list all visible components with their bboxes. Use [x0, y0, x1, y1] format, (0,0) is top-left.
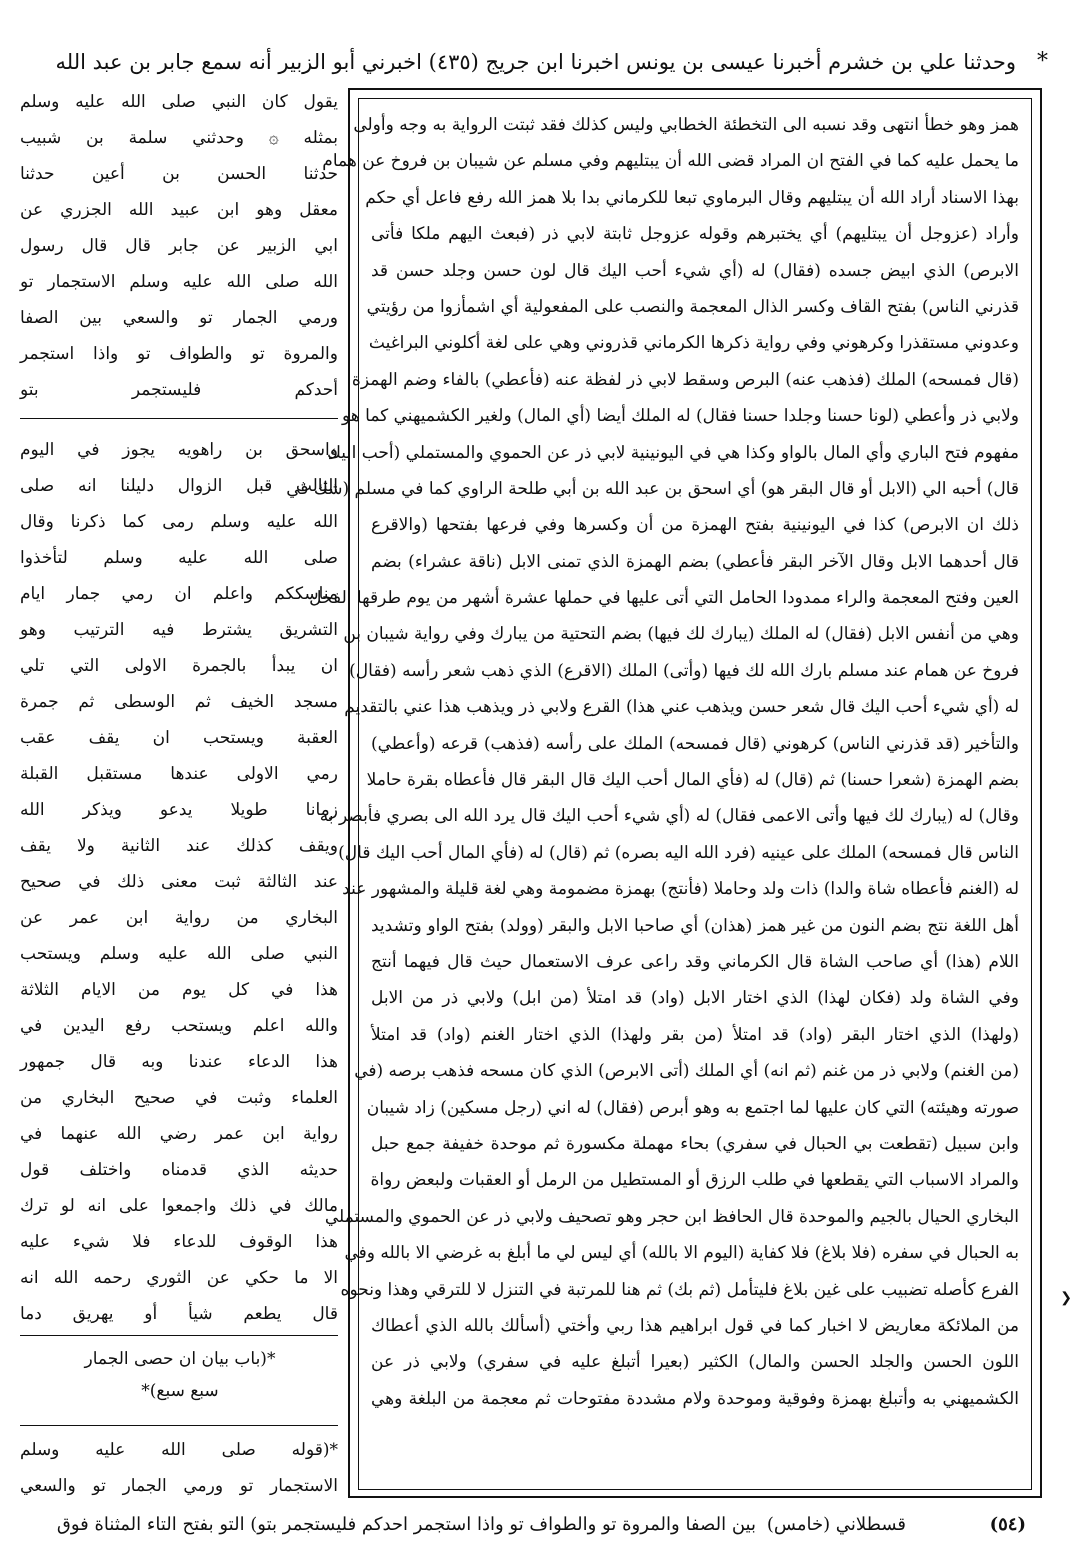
text-line: وهي من أنفس الابل (فقال) له الملك (يبارك لك فيها) بضم التحتية من يبارك وفي رواية شيبان بن [343, 624, 1019, 645]
side-line: الله عليه وسلم رمى كما ذكرنا وقال [20, 512, 338, 532]
text-line: العين وفتح المعجمة والراء ممدودا الحامل التي أتى عليها في حملها عشرة أشهر من يوم طرقها الفحل [309, 588, 1019, 609]
text-line: وابن سبيل (تقطعت بي الحبال في سفري) بحاء مهملة مكسورة ثم موحدة خفيفة جمع حبل [371, 1133, 1019, 1154]
side-line: عند الثالثة ثبت معنى ذلك في صحيح [20, 872, 338, 892]
margin-mark: ❮ [1060, 1290, 1072, 1306]
text-line: أهل اللغة نتج بضم النون من غير همز (هذان) أي صاحبا الابل والبقر (وولد) بفتح الواو وتشديد [371, 915, 1019, 936]
text-line: قال أحدهما الابل وقال الآخر البقر فأعطي) بضم الهمزة الذي تمنى الابل (ناقة عشراء) بضم [371, 551, 1019, 572]
side-line: النبي صلى الله عليه وسلم ويستحب [20, 944, 338, 964]
side-line: ورمي الجمار تو والسعي بين الصفا [20, 308, 338, 328]
text-line: الفرع كأصله تضبيب على غين بلاغ فليتأمل (ثم بك) ثم هنا للمرتبة في التنزل لا للترقي وهذا ونحوه [340, 1279, 1019, 1300]
text-line: مفهوم فتح الباري وأي المال بالواو وكذا هي في اليونينية لابي ذر عن الحموي والمستملي (أحب اليك [326, 442, 1019, 463]
text-line: ذلك ان الابرص) كذا في اليونينية بفتح الهمزة من أن وكسرها وفي فرعها بفتحها (والاقرع [371, 515, 1019, 536]
page-number: (٥٤) [989, 1514, 1026, 1535]
text-line: وعدوني مستقذرا وكرهوني وفي رواية ذكرها الكرماني قذروني وهي على لغة أكلوني البراغيث [368, 333, 1019, 354]
side-divider [20, 1425, 338, 1426]
text-line: الكشميهني به وأتبلغ بهمزة وفوقية وموحدة ولام مشددة مفتوحات ثم معجمة من البلغة وهي [371, 1388, 1019, 1409]
text-line: من الملائكة معاريض لا اخبار كما في قول ابراهيم هذا ربي وأختي (أسألك بالله الذي أعطاك [371, 1315, 1019, 1336]
side-hadith-text [20, 84, 338, 408]
text-line: اللام (هذا) أي صاحب الشاة قال الكرماني وقد راعى عرف الاستعمال حيث قال فيهما أنتج [371, 951, 1019, 972]
side-line: هذا الدعاء عندنا وبه قال جمهور [20, 1052, 338, 1072]
side-line: بمثله ۞ وحدثني سلمة بن شبيب [20, 128, 338, 148]
side-line: والله اعلم ويستحب رفع اليدين في [20, 1016, 338, 1036]
text-line: به الحبال في سفره (فلا بلاغ) فلا كفاية (اليوم الا بالله) أي ليس لي ما أبلغ به غرضي الا بالله وفي [344, 1243, 1019, 1264]
side-commentary [20, 432, 338, 1332]
heading-line: سبع سبع)* [141, 1381, 219, 1401]
text-line: الناس قال فمسحه) الملك على عينيه (فرد الله اليه بصره) ثم (قال) له (فأي المال أحب اليك قال) [338, 842, 1019, 863]
side-line: والمروة تو والطواف تو واذا استجمر [20, 344, 338, 364]
side-line: ويقف كذلك عند الثانية ولا يقف [20, 836, 338, 856]
side-line: ان يبدأ بالجمرة الاولى التي تلي [20, 656, 338, 676]
side-line: مناسككم واعلم ان رمي جمار ايام [20, 584, 338, 604]
text-line: (قال فمسحه) الملك (فذهب عنه) البرص وسقط لابي ذر لفظة عنه (فأعطي) بالفاء وضم الهمزة [351, 369, 1019, 390]
text-line: له (الغنم فأعطاه شاة والدا) ذات ولد وحاملا (فأنتج) بهمزة مضمومة وهي لغة قليلة والمشهور عند [342, 879, 1019, 900]
text-line: ما يحمل عليه كما في الفتح ان المراد قضى الله أن يبتليهم وفي مسلم عن شيبان بن فروخ عن همام [322, 151, 1019, 172]
text-line: ولابي ذر وأعطي (لونا حسنا وجلدا حسنا فقال) له الملك أيضا (أي المال) ولغير الكشميهني كما هو [341, 406, 1019, 427]
text-line: له (أي شيء أحب اليك قال شعر حسن ويذهب عني هذا) القرع ولابي ذر ويذهب هذا عني بالتقديم [344, 697, 1019, 718]
text-line: البخاري الحيال بالجيم والموحدة قال الحافظ ابن حجر وهو تصحيف ولابي ذر عن الحموي والمستملي [324, 1206, 1019, 1227]
side-line: العقبة ويستحب ان يقف عقب [20, 728, 338, 748]
side-line: التشريق يشترط فيه الترتيب وهو [20, 620, 338, 640]
side-line: زمانا طويلا يدعو ويذكر الله [20, 800, 338, 820]
side-line: البخاري من رواية ابن عمر عن [20, 908, 338, 928]
side-line: معقل وهو ابن عبيد الله الجزري عن [20, 200, 338, 220]
text-line: قذرني الناس) بفتح القاف وكسر الذال المعجمة والنصب على المفعولية أي اشمأزوا من رؤيتي [366, 296, 1019, 317]
side-line: مسجد الخيف ثم الوسطى ثم جمرة [20, 692, 338, 712]
header-star: * [1037, 49, 1048, 74]
chapter-heading [30, 1343, 330, 1407]
side-line: الا ما حكي عن الثوري رحمه الله انه [20, 1268, 338, 1288]
side-line: ابي الزبير عن جابر قال قال رسول [20, 236, 338, 256]
text-line: وأراد (عزوجل أن يبتليهم) أي يختبرهم وقوله عزوجل ثابتة لابي ذر (فبعث اليهم ملكا فأتى [371, 224, 1019, 245]
text-line: وقال) له (يبارك لك فيها وأتى الاعمى فقال) له (أي شيء أحب اليك قال يرد الله الى بصري فأبصر به [319, 806, 1019, 827]
text-line: اللون الحسن والجلد الحسن والمال) الكثير (بعيرا أتبلغ عليه في سفري) ولابي ذر عن [371, 1352, 1019, 1373]
text-line: قال) أحبه الي (الابل أو قال البقر هو) أي اسحق بن عبد الله بن أبي طلحة الراوي كما في مسلم (شك في [286, 478, 1019, 499]
text-line: (ولهذا) الذي اختار البقر (واد) قد امتلأ (من بقر ولهذا) الذي اختار الغنم (واد) قد امتلأ [371, 1024, 1019, 1045]
side-line: واسحق بن راهويه يجوز في اليوم [20, 440, 338, 460]
heading-line: *(باب بيان ان حصى الجمار [84, 1349, 276, 1369]
side-line: رواية ابن عمر رضي الله عنهما في [20, 1124, 338, 1144]
side-line: يقول كان النبي صلى الله عليه وسلم [20, 92, 338, 112]
side-line: الثالث قبل الزوال دليلنا انه صلى [20, 476, 338, 496]
side-commentary-continued [20, 1432, 338, 1504]
side-line: الله صلى الله عليه وسلم الاستجمار تو [20, 272, 338, 292]
text-line: همز وهو خطأ انتهى وقد نسبه الى التخطئة الخطابي وليس كذلك فقد ثبتت الرواية به وجه وأولى [353, 115, 1019, 135]
side-line: رمي الاولى عندها مستقبل القبلة [20, 764, 338, 784]
text-line: والمراد الاسباب التي يقطعها في طلب الرزق أو المستطيل من الرمل أو العقبات ولبعض رواة [370, 1170, 1019, 1191]
side-line: أحدكم فليستجمر بتو [20, 380, 338, 400]
side-divider [20, 1335, 338, 1336]
volume-label: قسطلاني (خامس) [766, 1514, 906, 1535]
text-line: وفي الشاة ولد (فكان لهذا) الذي اختار الابل (واد) قد امتلأ (من ابل) ولابي ذر من الابل [371, 988, 1019, 1009]
footer-text: بين الصفا والمروة تو والطواف تو واذا استجمر احدكم فليستجمر بتو) التو بفتح التاء المثناة فوق [56, 1514, 756, 1535]
side-line: العلماء وثبت في صحيح البخاري من [20, 1088, 338, 1108]
text-line: بضم الهمزة (شعرا حسنا) ثم (قال) له (فأي المال أحب اليك قال البقر قال فأعطاه بقرة حاملا [366, 770, 1019, 791]
text-line: بهذا الاسناد أراد الله أن يبتليهم وقال البرماوي تبعا للكرماني بدا بلا همز الله رفع فاعل أي حكم [365, 187, 1019, 208]
text-line: الابرص) الذي ابيض جسده (فقال) له (أي شيء أحب اليك قال لون حسن وجلد حسن قد [371, 260, 1019, 281]
side-line: هذا في كل يوم من الايام الثلاثة [20, 980, 338, 1000]
side-line: *(قوله صلى الله عليه وسلم [20, 1440, 338, 1460]
side-line: حدثنا الحسن بن أعين حدثنا [20, 164, 338, 184]
text-line: فروخ عن همام عند مسلم بارك الله لك فيها (وأتى) الملك (الاقرع) الذي ذهب شعر رأسه (فقال) [349, 660, 1019, 681]
page-header [20, 40, 1056, 84]
side-divider [20, 418, 338, 419]
side-line: مالك في ذلك واجمعوا على انه لو ترك [20, 1196, 338, 1216]
side-line: الاستجمار تو ورمي الجمار تو والسعي [20, 1476, 338, 1496]
header-text: وحدثنا علي بن خشرم أخبرنا عيسى بن يونس اخبرنا ابن جريج (٤٣٥) اخبرني أبو الزبير أنه سمع جابر بن عبد الله [55, 50, 1016, 74]
text-line: صورته وهيئته) التي كان عليها لما اجتمع به وهو أبرص (فقال) له اني (رجل مسكين) زاد شيبان [366, 1097, 1019, 1118]
side-line: حديثه الذي قدمناه واختلف قول [20, 1160, 338, 1180]
page-footer [20, 1505, 1056, 1545]
side-line: قال يطعم شيأ أو يهريق دما [20, 1304, 338, 1324]
text-line: والتأخير (قد قذرني الناس) كرهوني (قال فمسحه) الملك على رأسه (فذهب) قرعه (وأعطي) [371, 733, 1019, 754]
text-line: (من الغنم) ولابي ذر من غنم (ثم انه) أي الملك (أتى الابرص) الذي كان مسحه فذهب برصه (في [354, 1061, 1019, 1082]
side-line: هذا الوقوف للدعاء فلا شيء عليه [20, 1232, 338, 1252]
side-line: صلى الله عليه وسلم لتأخذوا [20, 548, 338, 568]
main-commentary [286, 98, 1032, 1490]
